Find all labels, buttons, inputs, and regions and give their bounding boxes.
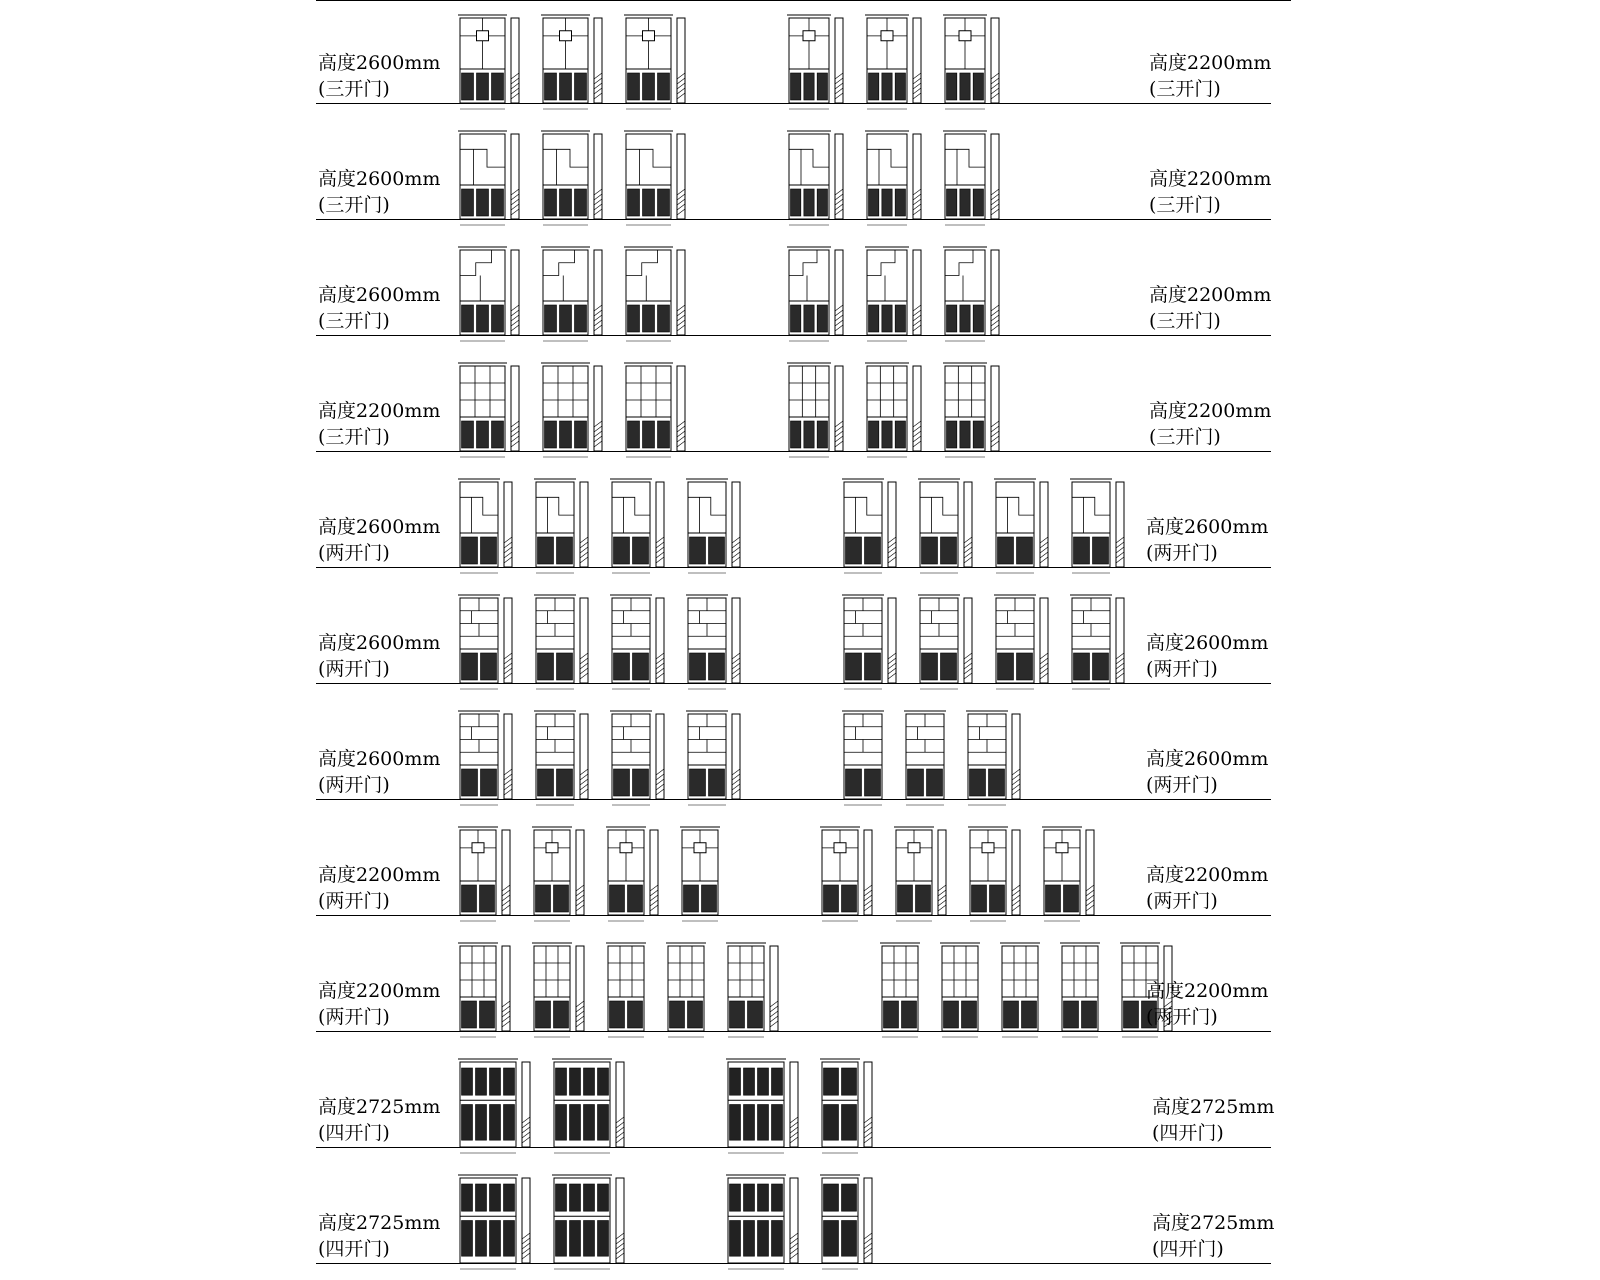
cabinet-front	[865, 131, 909, 225]
height-label-left	[318, 282, 440, 334]
door-type-text: (三开门)	[318, 194, 390, 216]
cabinet-front	[842, 595, 884, 689]
cabinet-side-section	[656, 598, 664, 683]
cabinet-front	[624, 131, 673, 225]
door-type-text: (两开门)	[318, 1006, 390, 1028]
cabinet-front	[918, 595, 960, 689]
cabinet-front	[458, 479, 500, 573]
cabinet-side-section	[594, 366, 602, 451]
cabinet-front	[894, 827, 934, 921]
cabinet-front	[1070, 479, 1112, 573]
cabinet-front	[820, 1175, 860, 1269]
cabinet-side-section	[511, 18, 519, 103]
cabinet-front	[458, 943, 498, 1037]
cabinet-elevations	[0, 116, 1600, 232]
cabinet-front	[820, 1059, 860, 1153]
cabinet-side-section	[576, 946, 584, 1031]
cabinet-front	[458, 247, 507, 341]
cabinet-elevations	[0, 1044, 1600, 1160]
height-label-right	[1149, 398, 1271, 450]
cabinet-side-section	[732, 482, 740, 567]
height-label-right	[1146, 630, 1268, 682]
height-text: 高度2600mm	[318, 168, 441, 190]
row-baseline	[316, 915, 1271, 916]
height-text: 高度2600mm	[318, 748, 441, 770]
cabinet-side-section	[677, 250, 685, 335]
cabinet-front	[1042, 827, 1082, 921]
cabinet-front	[534, 479, 576, 573]
row-baseline	[316, 683, 1271, 684]
cabinet-side-section	[511, 134, 519, 219]
height-label-left	[318, 1094, 440, 1146]
cabinet-side-section	[616, 1062, 624, 1147]
cabinet-front	[1060, 943, 1100, 1037]
cabinet-side-section	[580, 482, 588, 567]
row-baseline	[316, 567, 1271, 568]
door-type-text: (四开门)	[318, 1122, 390, 1144]
cabinet-front	[686, 595, 728, 689]
cabinet-side-section	[913, 134, 921, 219]
door-type-text: (三开门)	[1149, 426, 1221, 448]
cabinet-side-section	[790, 1178, 798, 1263]
cabinet-side-section	[576, 830, 584, 915]
door-type-text: (两开门)	[318, 774, 390, 796]
cabinet-front	[552, 1175, 612, 1269]
cabinet-row	[0, 116, 1600, 232]
height-text: 高度2200mm	[1149, 284, 1272, 306]
cabinet-row	[0, 232, 1600, 348]
door-type-text: (两开门)	[318, 542, 390, 564]
cabinet-side-section	[677, 18, 685, 103]
cabinet-front	[968, 827, 1008, 921]
cabinet-front	[880, 943, 920, 1037]
cabinet-front	[624, 363, 673, 457]
cabinet-front	[610, 479, 652, 573]
cabinet-side-section	[1012, 714, 1020, 799]
height-label-left	[318, 862, 440, 914]
cabinet-front	[943, 363, 987, 457]
cabinet-side-section	[656, 714, 664, 799]
cabinet-front	[943, 131, 987, 225]
door-type-text: (两开门)	[318, 890, 390, 912]
cabinet-front	[624, 15, 673, 109]
height-label-right	[1149, 282, 1271, 334]
door-type-text: (两开门)	[1146, 1006, 1218, 1028]
cabinet-side-section	[1012, 830, 1020, 915]
height-text: 高度2600mm	[318, 516, 441, 538]
height-text: 高度2200mm	[1149, 400, 1272, 422]
cabinet-side-section	[616, 1178, 624, 1263]
cabinet-front	[726, 943, 766, 1037]
cabinet-front	[458, 15, 507, 109]
door-type-text: (三开门)	[1149, 78, 1221, 100]
door-type-text: (两开门)	[318, 658, 390, 680]
door-type-text: (三开门)	[318, 78, 390, 100]
height-label-right	[1146, 746, 1268, 798]
cabinet-elevations	[0, 232, 1600, 348]
cabinet-side-section	[770, 946, 778, 1031]
cabinet-elevations	[0, 1160, 1600, 1276]
height-text: 高度2725mm	[1152, 1096, 1275, 1118]
cabinet-front	[458, 827, 498, 921]
cabinet-side-section	[790, 1062, 798, 1147]
cabinet-front	[458, 1059, 518, 1153]
cabinet-side-section	[504, 598, 512, 683]
cabinet-side-section	[580, 598, 588, 683]
cabinet-side-section	[511, 250, 519, 335]
cabinet-side-section	[835, 250, 843, 335]
cabinet-side-section	[835, 134, 843, 219]
height-text: 高度2600mm	[318, 284, 441, 306]
door-type-text: (三开门)	[318, 426, 390, 448]
cabinet-front	[1070, 595, 1112, 689]
cabinet-elevations	[0, 348, 1600, 464]
cabinet-side-section	[991, 134, 999, 219]
cabinet-row	[0, 1044, 1600, 1160]
cabinet-front	[606, 827, 646, 921]
cabinet-front	[606, 943, 646, 1037]
cabinet-front	[865, 247, 909, 341]
cabinet-row	[0, 928, 1600, 1044]
cabinet-elevations	[0, 812, 1600, 928]
cabinet-side-section	[677, 366, 685, 451]
cabinet-front	[680, 827, 720, 921]
height-label-left	[318, 514, 440, 566]
cabinet-side-section	[502, 946, 510, 1031]
cabinet-front	[686, 711, 728, 805]
cabinet-front	[541, 131, 590, 225]
cabinet-front	[552, 1059, 612, 1153]
cabinet-front	[865, 363, 909, 457]
cabinet-front	[726, 1175, 786, 1269]
height-text: 高度2600mm	[318, 52, 441, 74]
height-text: 高度2200mm	[318, 400, 441, 422]
cabinet-front	[458, 711, 500, 805]
height-label-left	[318, 398, 440, 450]
cabinet-side-section	[864, 1062, 872, 1147]
cabinet-row	[0, 812, 1600, 928]
door-type-text: (三开门)	[1149, 310, 1221, 332]
cabinet-side-section	[594, 18, 602, 103]
cabinet-side-section	[864, 830, 872, 915]
cabinet-elevations	[0, 928, 1600, 1044]
height-text: 高度2725mm	[318, 1096, 441, 1118]
cabinet-front	[534, 711, 576, 805]
cabinet-side-section	[594, 134, 602, 219]
cabinet-front	[943, 15, 987, 109]
cabinet-side-section	[835, 18, 843, 103]
door-type-text: (两开门)	[1146, 658, 1218, 680]
door-type-text: (四开门)	[1152, 1238, 1224, 1260]
cabinet-side-section	[504, 714, 512, 799]
cabinet-side-section	[913, 250, 921, 335]
cabinet-front	[610, 711, 652, 805]
cabinet-row	[0, 580, 1600, 696]
cabinet-row	[0, 1160, 1600, 1276]
cabinet-front	[686, 479, 728, 573]
height-label-left	[318, 50, 440, 102]
cabinet-front	[541, 363, 590, 457]
door-type-text: (四开门)	[1152, 1122, 1224, 1144]
cabinet-side-section	[1040, 482, 1048, 567]
cabinet-front	[458, 363, 507, 457]
door-type-text: (两开门)	[1146, 774, 1218, 796]
height-text: 高度2200mm	[1149, 168, 1272, 190]
cabinet-row	[0, 0, 1600, 116]
height-label-left	[318, 166, 440, 218]
height-text: 高度2725mm	[1152, 1212, 1275, 1234]
cabinet-side-section	[732, 598, 740, 683]
cabinet-front	[904, 711, 946, 805]
cabinet-elevations	[0, 464, 1600, 580]
height-text: 高度2200mm	[1146, 980, 1269, 1002]
cabinet-row	[0, 464, 1600, 580]
door-type-text: (三开门)	[318, 310, 390, 332]
cabinet-front	[624, 247, 673, 341]
cabinet-side-section	[888, 482, 896, 567]
cabinet-side-section	[964, 598, 972, 683]
height-text: 高度2725mm	[318, 1212, 441, 1234]
cabinet-front	[787, 247, 831, 341]
cabinet-front	[865, 15, 909, 109]
cabinet-side-section	[732, 714, 740, 799]
height-text: 高度2600mm	[1146, 748, 1269, 770]
cabinet-elevations	[0, 0, 1600, 116]
cabinet-side-section	[594, 250, 602, 335]
cabinet-elevations	[0, 696, 1600, 812]
cabinet-front	[966, 711, 1008, 805]
cabinet-front	[458, 595, 500, 689]
cabinet-front	[458, 1175, 518, 1269]
cabinet-side-section	[1086, 830, 1094, 915]
cabinet-front	[610, 595, 652, 689]
height-label-left	[318, 746, 440, 798]
height-text: 高度2200mm	[318, 864, 441, 886]
height-label-right	[1146, 978, 1268, 1030]
cabinet-elevations	[0, 580, 1600, 696]
cabinet-side-section	[511, 366, 519, 451]
cabinet-front	[541, 15, 590, 109]
cabinet-front	[842, 711, 884, 805]
cabinet-front	[943, 247, 987, 341]
height-text: 高度2600mm	[1146, 516, 1269, 538]
cabinet-side-section	[1116, 482, 1124, 567]
cabinet-side-section	[938, 830, 946, 915]
height-label-right	[1152, 1210, 1274, 1262]
cabinet-side-section	[580, 714, 588, 799]
height-text: 高度2200mm	[318, 980, 441, 1002]
door-type-text: (两开门)	[1146, 890, 1218, 912]
cabinet-side-section	[964, 482, 972, 567]
cabinet-front	[787, 363, 831, 457]
cabinet-side-section	[991, 366, 999, 451]
cabinet-front	[940, 943, 980, 1037]
cabinet-front	[541, 247, 590, 341]
cabinet-side-section	[864, 1178, 872, 1263]
cabinet-row	[0, 348, 1600, 464]
cabinet-side-section	[522, 1062, 530, 1147]
row-baseline	[316, 1263, 1271, 1264]
cabinet-side-section	[1116, 598, 1124, 683]
cabinet-side-section	[650, 830, 658, 915]
row-baseline	[316, 1031, 1271, 1032]
cabinet-row	[0, 696, 1600, 812]
cabinet-side-section	[991, 250, 999, 335]
cabinet-front	[994, 595, 1036, 689]
height-label-right	[1152, 1094, 1274, 1146]
row-baseline	[316, 103, 1271, 104]
height-text: 高度2200mm	[1149, 52, 1272, 74]
cabinet-side-section	[913, 18, 921, 103]
height-text: 高度2200mm	[1146, 864, 1269, 886]
row-baseline	[316, 799, 1271, 800]
cabinet-front	[820, 827, 860, 921]
cabinet-front	[666, 943, 706, 1037]
cabinet-front	[458, 131, 507, 225]
cabinet-front	[787, 131, 831, 225]
cabinet-side-section	[991, 18, 999, 103]
cabinet-side-section	[888, 598, 896, 683]
height-label-right	[1149, 166, 1271, 218]
cabinet-front	[842, 479, 884, 573]
height-label-right	[1146, 514, 1268, 566]
cabinet-front	[532, 943, 572, 1037]
door-type-text: (四开门)	[318, 1238, 390, 1260]
cabinet-side-section	[504, 482, 512, 567]
cabinet-front	[1000, 943, 1040, 1037]
door-type-text: (三开门)	[1149, 194, 1221, 216]
row-baseline	[316, 1147, 1271, 1148]
cabinet-front	[726, 1059, 786, 1153]
cabinet-side-section	[913, 366, 921, 451]
height-label-right	[1149, 50, 1271, 102]
cabinet-front	[534, 595, 576, 689]
cabinet-front	[918, 479, 960, 573]
cabinet-front	[994, 479, 1036, 573]
cabinet-front	[787, 15, 831, 109]
height-label-left	[318, 978, 440, 1030]
cabinet-front	[532, 827, 572, 921]
cabinet-side-section	[502, 830, 510, 915]
height-text: 高度2600mm	[1146, 632, 1269, 654]
row-baseline	[316, 219, 1271, 220]
cabinet-side-section	[677, 134, 685, 219]
door-type-text: (两开门)	[1146, 542, 1218, 564]
row-baseline	[316, 451, 1271, 452]
height-label-left	[318, 1210, 440, 1262]
height-text: 高度2600mm	[318, 632, 441, 654]
row-baseline	[316, 335, 1271, 336]
cabinet-side-section	[656, 482, 664, 567]
cabinet-side-section	[522, 1178, 530, 1263]
cabinet-side-section	[835, 366, 843, 451]
cabinet-side-section	[1040, 598, 1048, 683]
height-label-left	[318, 630, 440, 682]
height-label-right	[1146, 862, 1268, 914]
